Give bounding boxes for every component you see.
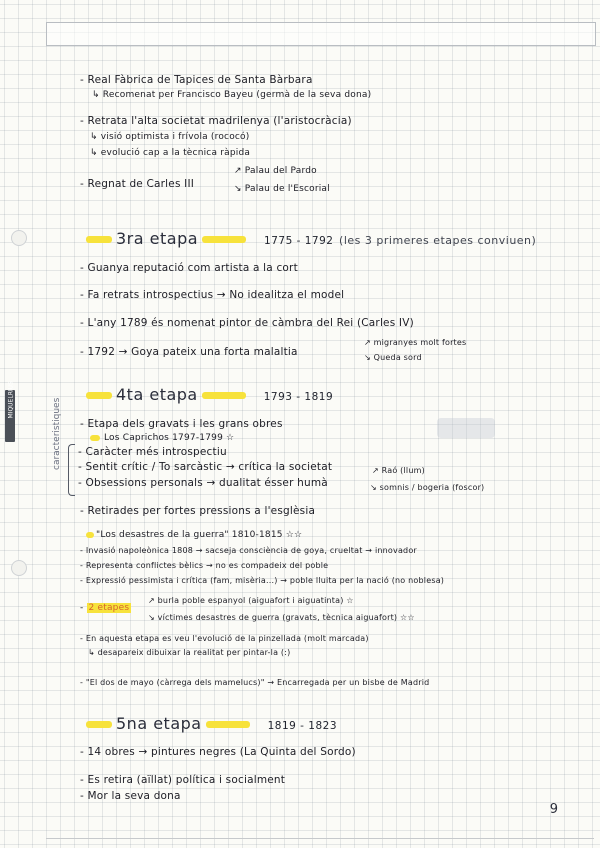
note-line: - Caràcter més introspectiu — [78, 446, 227, 458]
note-line: - Fa retrats introspectius → No idealitza el model — [80, 289, 345, 301]
note-branch: ↗ Raó (llum) — [372, 466, 425, 475]
note-line: - Guanya reputació com artista a la cort — [80, 262, 298, 274]
highlight-mark — [202, 392, 246, 399]
highlight-mark — [86, 236, 112, 243]
note-line: Los Caprichos 1797-1799 ☆ — [90, 433, 234, 443]
note-line: ↳ desapareix dibuixar la realitat per pintar-la (:) — [88, 648, 291, 657]
highlight-mark — [86, 721, 112, 728]
highlight-mark — [86, 532, 94, 538]
bottom-rule — [46, 838, 594, 839]
note-branch: ↘ somnis / bogeria (foscor) — [370, 483, 485, 492]
note-line: - 2 etapes — [80, 603, 130, 613]
note-line: ↳ evolució cap a la tècnica ràpida — [90, 148, 251, 158]
note-line: ↳ visió optimista i frívola (rococó) — [90, 132, 250, 142]
note-branch: ↗ burla poble espanyol (aiguafort i aiguatinta) ☆ — [148, 596, 354, 605]
page-header-box — [46, 22, 596, 46]
side-label: caracteristiques — [52, 397, 62, 470]
note-line: - Mor la seva dona — [80, 790, 181, 802]
note-line: - L'any 1789 és nomenat pintor de càmbra del Rei (Carles IV) — [80, 317, 414, 329]
highlight-mark — [202, 236, 246, 243]
note-line: - Obsessions personals → dualitat ésser humà — [78, 477, 328, 489]
note-line: ↳ Recomenat per Francisco Bayeu (germà de la seva dona) — [92, 90, 372, 100]
note-line: - 1792 → Goya pateix una forta malaltia — [80, 346, 298, 358]
section-heading: 5na etapa 1819 - 1823 — [86, 714, 337, 733]
note-line: - Real Fàbrica de Tapices de Santa Bàrbara — [80, 74, 313, 86]
highlight-mark — [86, 392, 112, 399]
brace — [68, 444, 75, 496]
note-branch: ↗ migranyes molt fortes — [364, 338, 467, 347]
note-line: - Invasió napoleònica 1808 → sacseja consciència de goya, crueltat → innovador — [80, 546, 417, 555]
note-line: - Retrata l'alta societat madrilenya (l'aristocràcia) — [80, 115, 352, 127]
note-branch: ↗ Palau del Pardo — [234, 166, 317, 176]
note-line: - "El dos de mayo (càrrega dels mamelucs)" → Encarregada per un bisbe de Madrid — [80, 678, 430, 687]
punch-hole — [11, 560, 27, 576]
note-branch: ↘ Palau de l'Escorial — [234, 184, 330, 194]
note-line: - 14 obres → pintures negres (La Quinta del Sordo) — [80, 746, 356, 758]
note-branch: ↘ Queda sord — [364, 353, 422, 362]
note-line: - Expressió pessimista i crítica (fam, misèria...) → poble lluita per la nació (no noblesa) — [80, 576, 445, 585]
highlight-mark — [206, 721, 250, 728]
brand-tab-label: MIQUELRIUS — [7, 381, 15, 419]
note-line: - Retirades per fortes pressions a l'esglèsia — [80, 505, 316, 517]
section-heading: 3ra etapa 1775 - 1792 (les 3 primeres etapes conviuen) — [86, 229, 536, 248]
note-line: - Sentit crític / To sarcàstic → crítica la societat — [78, 461, 333, 473]
section-heading: 4ta etapa 1793 - 1819 — [86, 385, 333, 404]
note-line: - En aquesta etapa es veu l'evolució de la pinzellada (molt marcada) — [80, 634, 369, 643]
highlight-mark — [90, 435, 100, 441]
note-line: - Representa conflictes bèlics → no es compadeix del poble — [80, 561, 329, 570]
page-number: 9 — [549, 802, 558, 817]
note-branch: ↘ víctimes desastres de guerra (gravats, tècnica aiguafort) ☆☆ — [148, 613, 415, 622]
punch-hole — [11, 230, 27, 246]
note-line: "Los desastres de la guerra" 1810-1815 ☆☆ — [86, 530, 302, 540]
eraser-smudge — [437, 418, 495, 438]
note-line: - Regnat de Carles III — [80, 178, 195, 190]
note-line: - Es retira (aïllat) política i socialment — [80, 774, 286, 786]
note-line: - Etapa dels gravats i les grans obres — [80, 418, 283, 430]
